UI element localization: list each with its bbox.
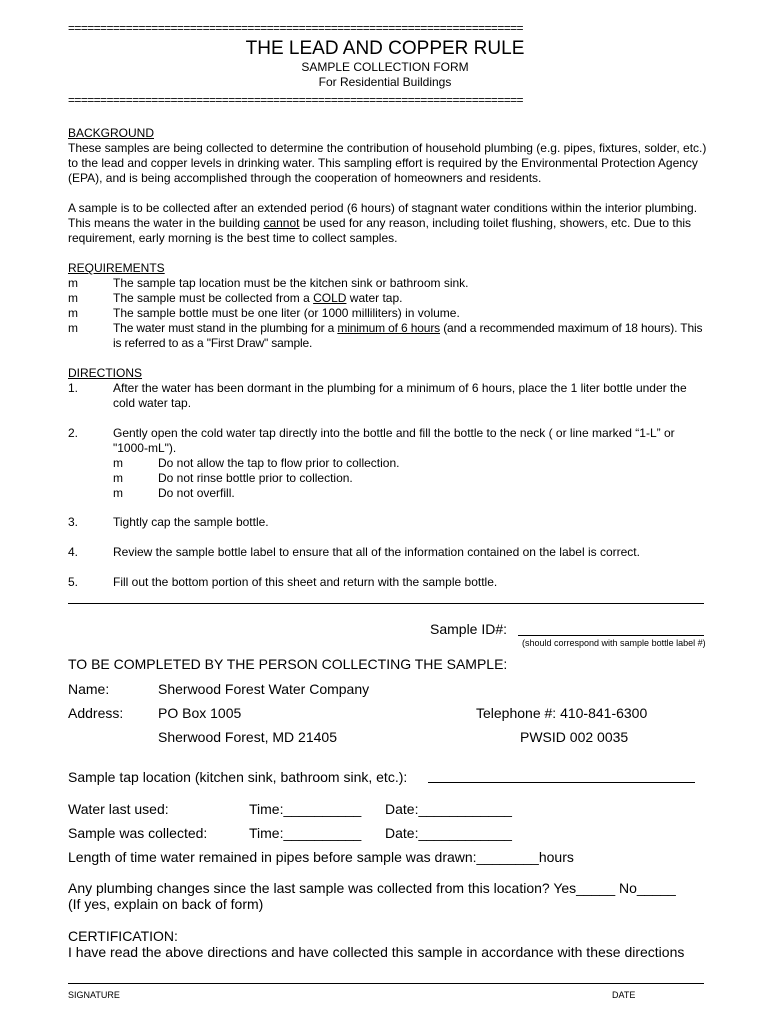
sample-id-note: (should correspond with sample bottle label #) — [522, 638, 706, 648]
sample-id-field[interactable] — [518, 635, 704, 636]
date-caption: DATE — [612, 990, 636, 1000]
name-value: Sherwood Forest Water Company — [158, 681, 370, 697]
direction-number-2: 2. — [68, 426, 79, 440]
requirement-item-1: The sample tap location must be the kitchen sink or bathroom sink. — [113, 276, 469, 290]
direction-number-5: 5. — [68, 575, 79, 589]
collector-section-heading: TO BE COMPLETED BY THE PERSON COLLECTING THE SAMPLE: — [68, 656, 508, 672]
requirement-bullet: m — [68, 291, 78, 305]
background-paragraph-2 — [68, 201, 708, 246]
requirement-bullet: m — [68, 321, 78, 335]
certification-heading: CERTIFICATION: — [68, 928, 178, 944]
requirement-item-2-end: water tap. — [346, 291, 403, 305]
requirement-item-2-emphasis: COLD — [313, 291, 347, 305]
requirement-item-4-emphasis: minimum of 6 hours — [337, 321, 441, 335]
background-paragraph-1: These samples are being collected to determine the contribution of household plumbing (e.g. pipes, fixtures, solder, etc.) to the lead and copper levels in drinking water. This sampling effort is required by the Environmental Protection Agency (EPA), and is being accomplished through the cooperation of homeowners and residents. — [68, 141, 707, 185]
direction-sub-bullet: m — [113, 471, 123, 485]
sample-collected-time-field[interactable]: Time:__________ — [249, 825, 362, 841]
certification-text: I have read the above directions and have collected this sample in accordance with these directions — [68, 944, 685, 960]
water-last-used-time-field[interactable]: Time:__________ — [249, 801, 362, 817]
signature-caption: SIGNATURE — [68, 990, 120, 1000]
direction-sub-bullet: m — [113, 456, 123, 470]
requirements-heading: REQUIREMENTS — [68, 261, 165, 275]
requirement-item-2-start: The sample must be collected from a — [113, 291, 314, 305]
signature-line[interactable] — [68, 983, 704, 984]
tap-location-label: Sample tap location (kitchen sink, bathroom sink, etc.): — [68, 769, 408, 785]
direction-step-4: Review the sample bottle label to ensure that all of the information contained on the label is correct. — [113, 545, 640, 559]
direction-step-2: Gently open the cold water tap directly into the bottle and fill the bottle to the neck ( or line marked “1-L” or "1000-mL"). — [113, 426, 675, 455]
plumbing-changes-note: (If yes, explain on back of form) — [68, 896, 264, 912]
address-label: Address: — [68, 705, 124, 721]
background-paragraph-2-end: be used for any reason, including toilet flushing, showers, etc. Due to this requirement, early morning is the best time to collect samples. — [68, 216, 692, 245]
direction-sub-item-3: Do not overfill. — [158, 486, 235, 500]
page-title: THE LEAD AND COPPER RULE — [245, 38, 525, 59]
direction-step-5: Fill out the bottom portion of this sheet and return with the sample bottle. — [113, 575, 498, 589]
requirement-item-4-start: The water must stand in the plumbing for a — [113, 321, 338, 335]
water-last-used-label: Water last used: — [68, 801, 169, 817]
direction-number-1: 1. — [68, 381, 79, 395]
sample-collected-label: Sample was collected: — [68, 825, 208, 841]
header-rule-bottom: ======================================================================= — [68, 94, 523, 106]
requirement-bullet: m — [68, 276, 78, 290]
background-paragraph-2-emphasis: cannot — [263, 216, 300, 230]
direction-step-3: Tightly cap the sample bottle. — [113, 515, 269, 529]
requirement-item-2 — [113, 291, 708, 306]
pwsid-value: PWSID 002 0035 — [520, 729, 629, 745]
plumbing-changes-field[interactable]: Any plumbing changes since the last sample was collected from this location? Yes_____ No_____ — [68, 880, 676, 896]
requirement-item-3: The sample bottle must be one liter (or 1000 milliliters) in volume. — [113, 306, 460, 320]
direction-number-4: 4. — [68, 545, 79, 559]
direction-sub-item-1: Do not allow the tap to flow prior to collection. — [158, 456, 400, 470]
direction-sub-item-2: Do not rinse bottle prior to collection. — [158, 471, 353, 485]
directions-heading: DIRECTIONS — [68, 366, 143, 380]
header-rule-top: ======================================================================= — [68, 22, 523, 34]
page-subtitle: SAMPLE COLLECTION FORM — [301, 60, 469, 74]
standing-time-field[interactable]: Length of time water remained in pipes before sample was drawn:________hours — [68, 849, 574, 865]
direction-step-1: After the water has been dormant in the plumbing for a minimum of 6 hours, place the 1 liter bottle under the cold water tap. — [113, 381, 687, 410]
name-label: Name: — [68, 681, 110, 697]
sample-collected-date-field[interactable]: Date:____________ — [385, 825, 512, 841]
requirement-item-4-end: (and a recommended maximum of 18 hours). This is referred to as a "First Draw" sample. — [113, 321, 703, 350]
direction-number-3: 3. — [68, 515, 79, 529]
background-paragraph-2-start: A sample is to be collected after an extended period (6 hours) of stagnant water conditions within the interior plumbing. This means the water in the building — [68, 201, 698, 230]
requirement-bullet: m — [68, 306, 78, 320]
background-heading: BACKGROUND — [68, 126, 155, 140]
page-subtitle-2: For Residential Buildings — [318, 75, 452, 89]
water-last-used-date-field[interactable]: Date:____________ — [385, 801, 512, 817]
address-line-1: PO Box 1005 — [158, 705, 242, 721]
section-divider — [68, 603, 704, 604]
tap-location-field[interactable] — [428, 782, 695, 783]
direction-sub-bullet: m — [113, 486, 123, 500]
telephone-value: Telephone #: 410-841-6300 — [476, 705, 648, 721]
address-line-2: Sherwood Forest, MD 21405 — [158, 729, 337, 745]
requirement-item-4 — [113, 321, 708, 351]
sample-id-label: Sample ID#: — [430, 621, 508, 637]
